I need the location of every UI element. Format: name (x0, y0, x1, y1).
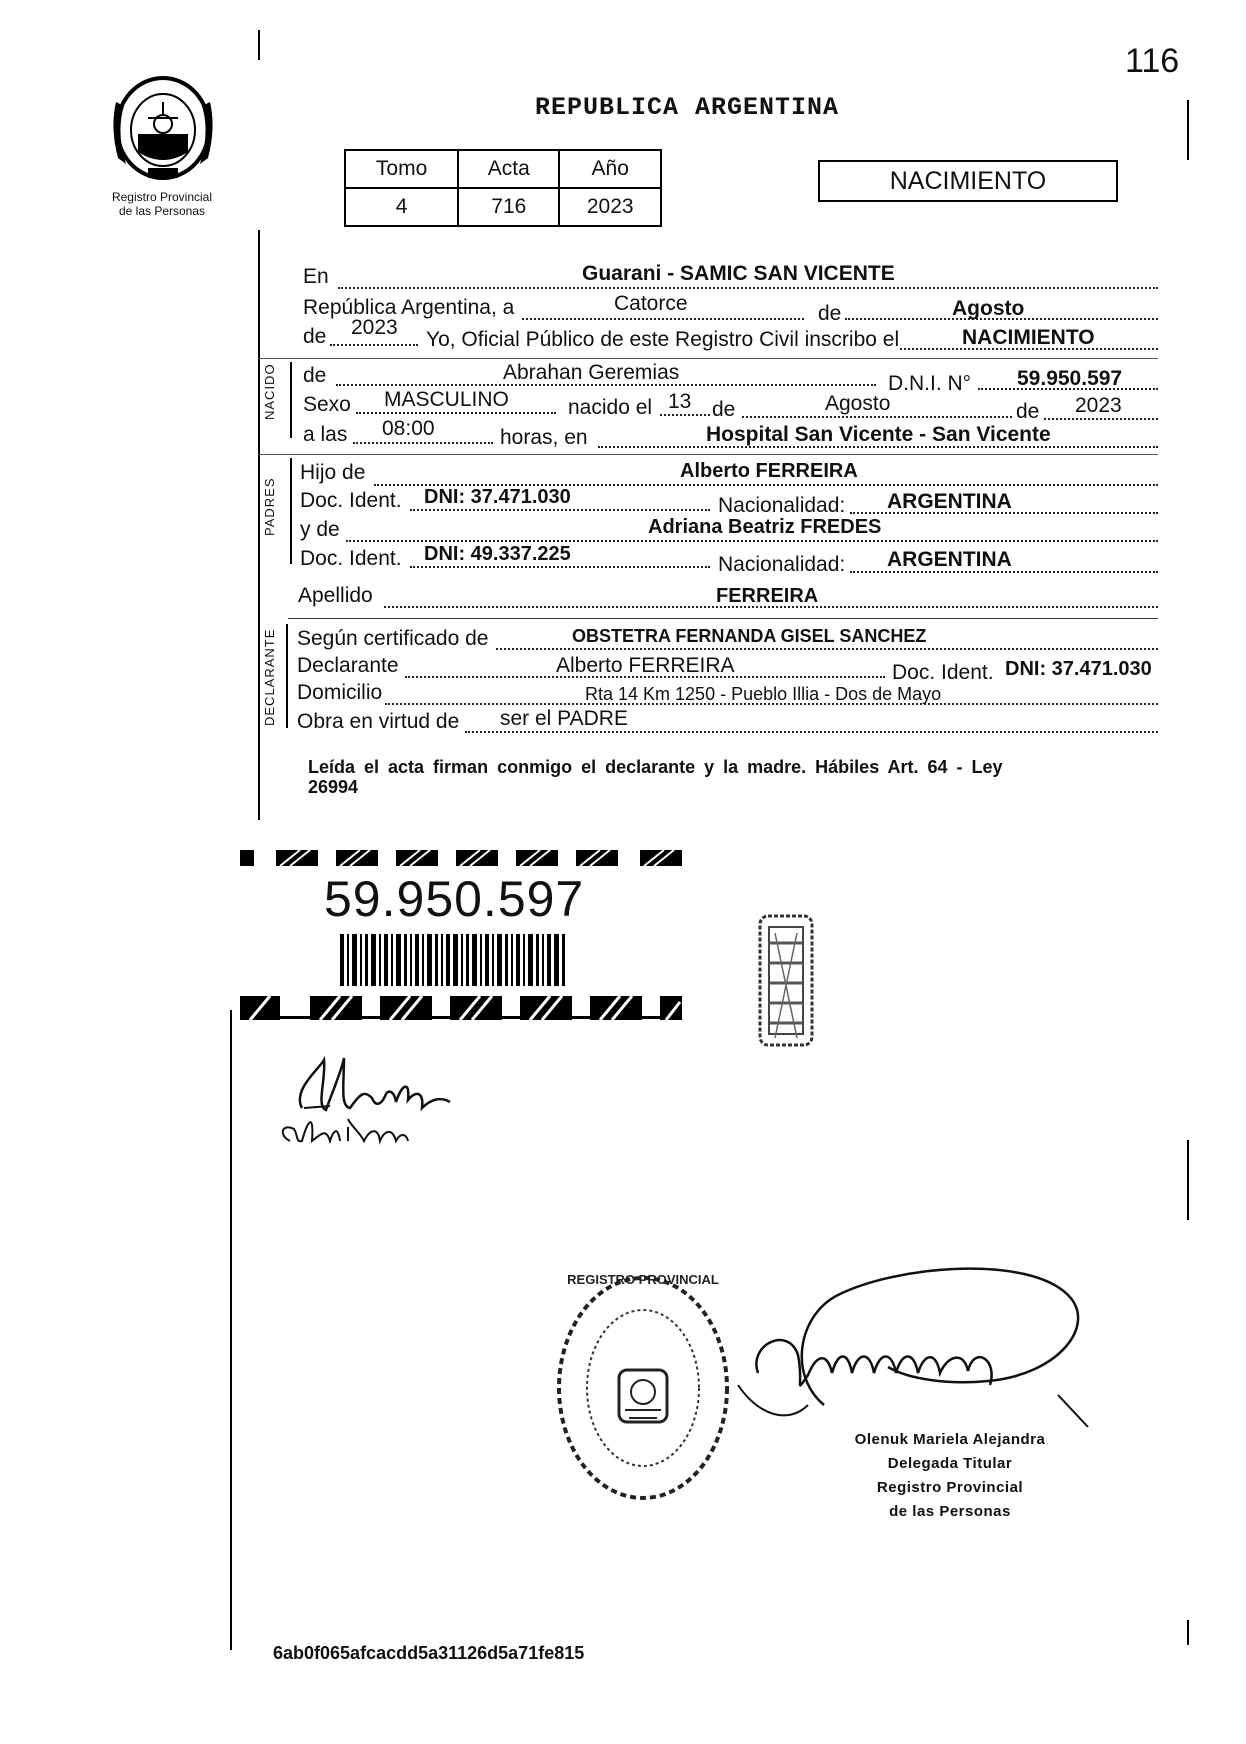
value-sexo: MASCULINO (384, 388, 509, 411)
label-segun-cert: Según certificado de (297, 627, 489, 650)
value-tomo: 4 (345, 188, 458, 226)
label-republica: República Argentina, a (303, 296, 515, 319)
side-label-padres: PADRES (262, 477, 277, 536)
nacido-bracket (290, 362, 292, 438)
official-info (830, 1428, 1070, 1524)
dots-madre (346, 540, 1158, 542)
dots-cert (496, 648, 1158, 650)
value-madre-nac: ARGENTINA (887, 548, 1012, 571)
value-domicilio: Rta 14 Km 1250 - Pueblo Illia - Dos de Mayo (585, 684, 942, 704)
label-domicilio: Domicilio (297, 681, 383, 704)
dots-mes-nac (742, 416, 1012, 418)
header-anio: Año (559, 150, 661, 188)
value-lugar: Guarani - SAMIC SAN VICENTE (582, 262, 895, 285)
label-obra-virtud: Obra en virtud de (297, 710, 460, 733)
right-margin-line (1187, 100, 1189, 160)
closing-text-line2: 26994 (308, 777, 359, 797)
label-dni: D.N.I. N° (888, 372, 972, 395)
left-margin-line (258, 30, 260, 60)
value-padre: Alberto FERREIRA (680, 460, 858, 482)
closing-text-line1: Leída el acta firman conmigo el declarante y la madre. Hábiles Art. 64 - Ley (308, 757, 1003, 777)
dots-sexo (356, 412, 556, 414)
value-padre-doc: DNI: 37.471.030 (424, 486, 571, 508)
label-de-mes-nac: de (712, 398, 736, 421)
sep-nacido-top (258, 358, 1158, 359)
acta-table (344, 149, 662, 227)
official-role: Delegada Titular (887, 1455, 1013, 1472)
value-anio-inscripcion: 2023 (351, 316, 398, 339)
official-signature (728, 1255, 1108, 1430)
label-de-anio-nac: de (1016, 400, 1040, 423)
security-band-top (240, 848, 688, 868)
value-nombre: Abrahan Geremias (503, 361, 680, 384)
value-obra-virtud: ser el PADRE (500, 707, 628, 730)
document-hash: 6ab0f065afcacdd5a31126d5a71fe815 (273, 1643, 585, 1663)
dots-en (338, 287, 1158, 289)
value-madre: Adriana Beatriz FREDES (648, 516, 882, 538)
value-hora: 08:00 (382, 417, 435, 440)
value-madre-doc: DNI: 49.337.225 (424, 543, 571, 565)
value-declarante: Alberto FERREIRA (556, 654, 735, 677)
sep-padres-top (258, 454, 1158, 455)
left-margin-line-lower (230, 1010, 232, 1650)
padres-bracket (290, 458, 292, 564)
value-lugar-nac: Hospital San Vicente - San Vicente (706, 423, 1051, 446)
tipo-label: NACIMIENTO (889, 167, 1047, 195)
label-nacido-el: nacido el (568, 396, 653, 419)
right-margin-line-2 (1187, 1140, 1189, 1220)
value-anio: 2023 (559, 188, 661, 226)
official-name: Olenuk Mariela Alejandra (854, 1431, 1046, 1448)
value-apellido: FERREIRA (716, 585, 819, 607)
dots-dia-nac (660, 414, 710, 416)
side-label-nacido: NACIDO (262, 363, 277, 420)
barcode (340, 934, 568, 986)
logo-caption-line1: Registro Provincial (111, 190, 213, 204)
header-tomo: Tomo (345, 150, 458, 188)
label-doc-padre: Doc. Ident. (300, 489, 402, 512)
value-dia-nac: 13 (668, 390, 692, 413)
label-doc-declarante: Doc. Ident. (892, 661, 994, 684)
dots-anio (330, 344, 418, 346)
value-dia-letras: Catorce (614, 292, 688, 315)
label-yo-oficial: Yo, Oficial Público de este Registro Civil inscribo el (426, 328, 900, 351)
left-margin-line-long (258, 230, 260, 820)
label-de-anio: de (303, 325, 327, 348)
value-dni: 59.950.597 (1017, 367, 1123, 390)
label-de-mes: de (818, 302, 842, 325)
dots-dia (522, 318, 804, 320)
dots-obra-virtud (465, 731, 1158, 733)
value-declarante-doc: DNI: 37.471.030 (1005, 658, 1152, 680)
logo-caption-line2: de las Personas (118, 204, 206, 218)
official-office-line2: de las Personas (889, 1503, 1011, 1520)
value-mes-inscripcion: Agosto (952, 297, 1025, 320)
tipo-box (818, 160, 1118, 202)
closing-text (308, 757, 1153, 797)
sep-declarante-top (288, 618, 1158, 619)
label-a-las: a las (303, 423, 348, 446)
label-nac-padre: Nacionalidad: (718, 494, 846, 517)
label-de-nombre: de (303, 364, 327, 387)
signature-adriana (274, 1105, 414, 1153)
declarante-bracket (286, 624, 288, 728)
dots-doc-padre (410, 509, 710, 511)
label-en: En (303, 265, 329, 288)
barcode-number: 59.950.597 (324, 871, 585, 927)
value-certificado: OBSTETRA FERNANDA GISEL SANCHEZ (572, 626, 927, 646)
right-margin-line-3 (1187, 1620, 1189, 1645)
official-round-stamp (552, 1268, 734, 1508)
logo-caption (92, 190, 232, 218)
security-band-bottom (240, 994, 688, 1022)
side-label-declarante: DECLARANTE (262, 628, 277, 726)
label-y-de: y de (300, 518, 340, 541)
page-number: 116 (1125, 42, 1180, 80)
label-apellido: Apellido (298, 584, 373, 607)
value-acto: NACIMIENTO (962, 326, 1095, 349)
province-logo (108, 72, 218, 184)
label-hijo-de: Hijo de (300, 461, 366, 484)
label-doc-madre: Doc. Ident. (300, 547, 402, 570)
label-declarante: Declarante (297, 654, 399, 677)
vertical-seal-stamp (757, 913, 815, 1048)
dots-doc-madre (410, 566, 710, 568)
header-acta: Acta (458, 150, 559, 188)
svg-text:REGISTRO PROVINCIAL: REGISTRO PROVINCIAL (567, 1272, 719, 1287)
label-nac-madre: Nacionalidad: (718, 553, 846, 576)
value-mes-nac: Agosto (825, 392, 891, 415)
official-office-line1: Registro Provincial (876, 1479, 1024, 1496)
value-padre-nac: ARGENTINA (887, 490, 1012, 513)
value-acta: 716 (458, 188, 559, 226)
document-title: REPUBLICA ARGENTINA (535, 93, 840, 122)
label-sexo: Sexo (303, 393, 351, 416)
value-anio-nac: 2023 (1075, 394, 1122, 417)
dots-anio-nac (1044, 418, 1158, 420)
label-horas-en: horas, en (500, 426, 588, 449)
dots-hora (353, 442, 493, 444)
